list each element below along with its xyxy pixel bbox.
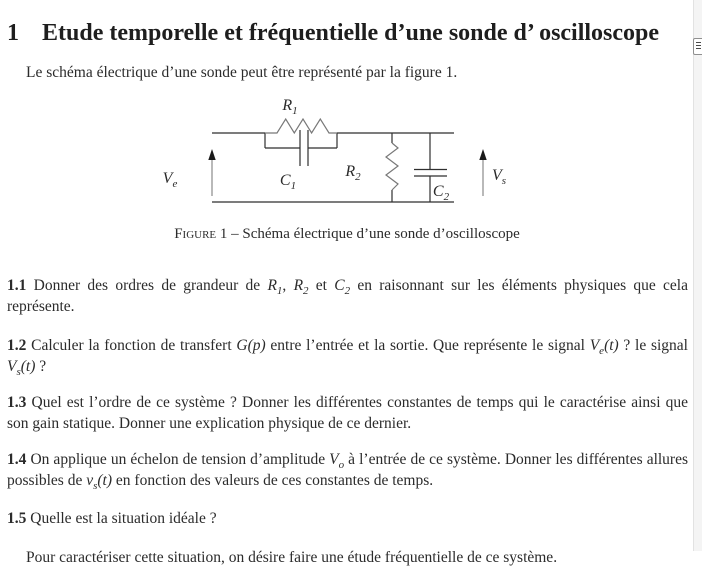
question-number: 1.3 [7, 393, 27, 411]
parallel-block-frame [265, 133, 337, 148]
question-text: On applique un échelon de tension d’amplitude $V_o$ à l’entrée de ce système. Donner les différentes allures possibles de $v_s(t)$ en fonction des valeurs de ces constantes de temps. [7, 450, 689, 492]
capacitor-c1 [300, 130, 308, 166]
question-1-1 [7, 275, 688, 317]
question-number: 1.5 [7, 509, 27, 527]
circuit-figure [0, 85, 702, 217]
label-c1: $C_1$ [279, 172, 297, 192]
figure-caption-separator: – [231, 226, 239, 242]
label-r2: $R_2$ [345, 163, 361, 183]
label-vs: $V_s$ [491, 167, 507, 187]
question-1-2 [7, 335, 688, 377]
figure-caption-text: Schéma électrique d’une sonde d’oscilloscope [242, 226, 520, 242]
ve-arrow-head [208, 149, 215, 160]
list-icon [696, 42, 701, 51]
label-ve: $V_e$ [162, 170, 178, 190]
figure-caption-label: Figure 1 [174, 226, 228, 242]
figure-caption [0, 226, 694, 243]
section-title [7, 20, 692, 47]
section-title-text: Etude temporelle et fréquentielle d’une sonde d’ oscilloscope [42, 20, 660, 47]
question-number: 1.1 [7, 276, 27, 294]
question-number: 1.2 [7, 336, 27, 354]
question-number: 1.4 [7, 450, 27, 468]
resistor-r1 [265, 119, 337, 133]
closing-paragraph: Pour caractériser cette situation, on désire faire une étude fréquentielle de ce système. [26, 548, 558, 566]
capacitor-c2 [414, 170, 447, 177]
section-number: 1 [7, 20, 19, 47]
vs-arrow-head [479, 149, 486, 160]
intro-paragraph: Le schéma électrique d’une sonde peut être représenté par la figure 1. [26, 63, 458, 81]
question-1-4 [7, 449, 688, 491]
question-text: Donner des ordres de grandeur de $R_1$, $R_2$ et $C_2$ en raisonnant sur les éléments physiques que cela représente. [7, 276, 688, 315]
label-c2: $C_2$ [432, 183, 450, 203]
question-text: Calculer la fonction de transfert G(p) entre l’entrée et la sortie. Que représente le signal $V_e(t)$ ? le signal $V_s(t)$ ? [7, 336, 688, 378]
side-panel-button[interactable] [693, 38, 702, 55]
resistor-r2 [386, 143, 398, 190]
question-text: Quelle est la situation idéale ? [30, 509, 217, 527]
question-1-5 [7, 508, 688, 529]
question-text: Quel est l’ordre de ce système ? Donner les différentes constantes de temps qui le caractérise ainsi que son gain statique. Donner une explication physique de ce dernier. [7, 393, 689, 432]
scrollbar-track[interactable] [693, 0, 702, 551]
label-r1: $R_1$ [282, 97, 298, 117]
question-1-3 [7, 392, 688, 434]
